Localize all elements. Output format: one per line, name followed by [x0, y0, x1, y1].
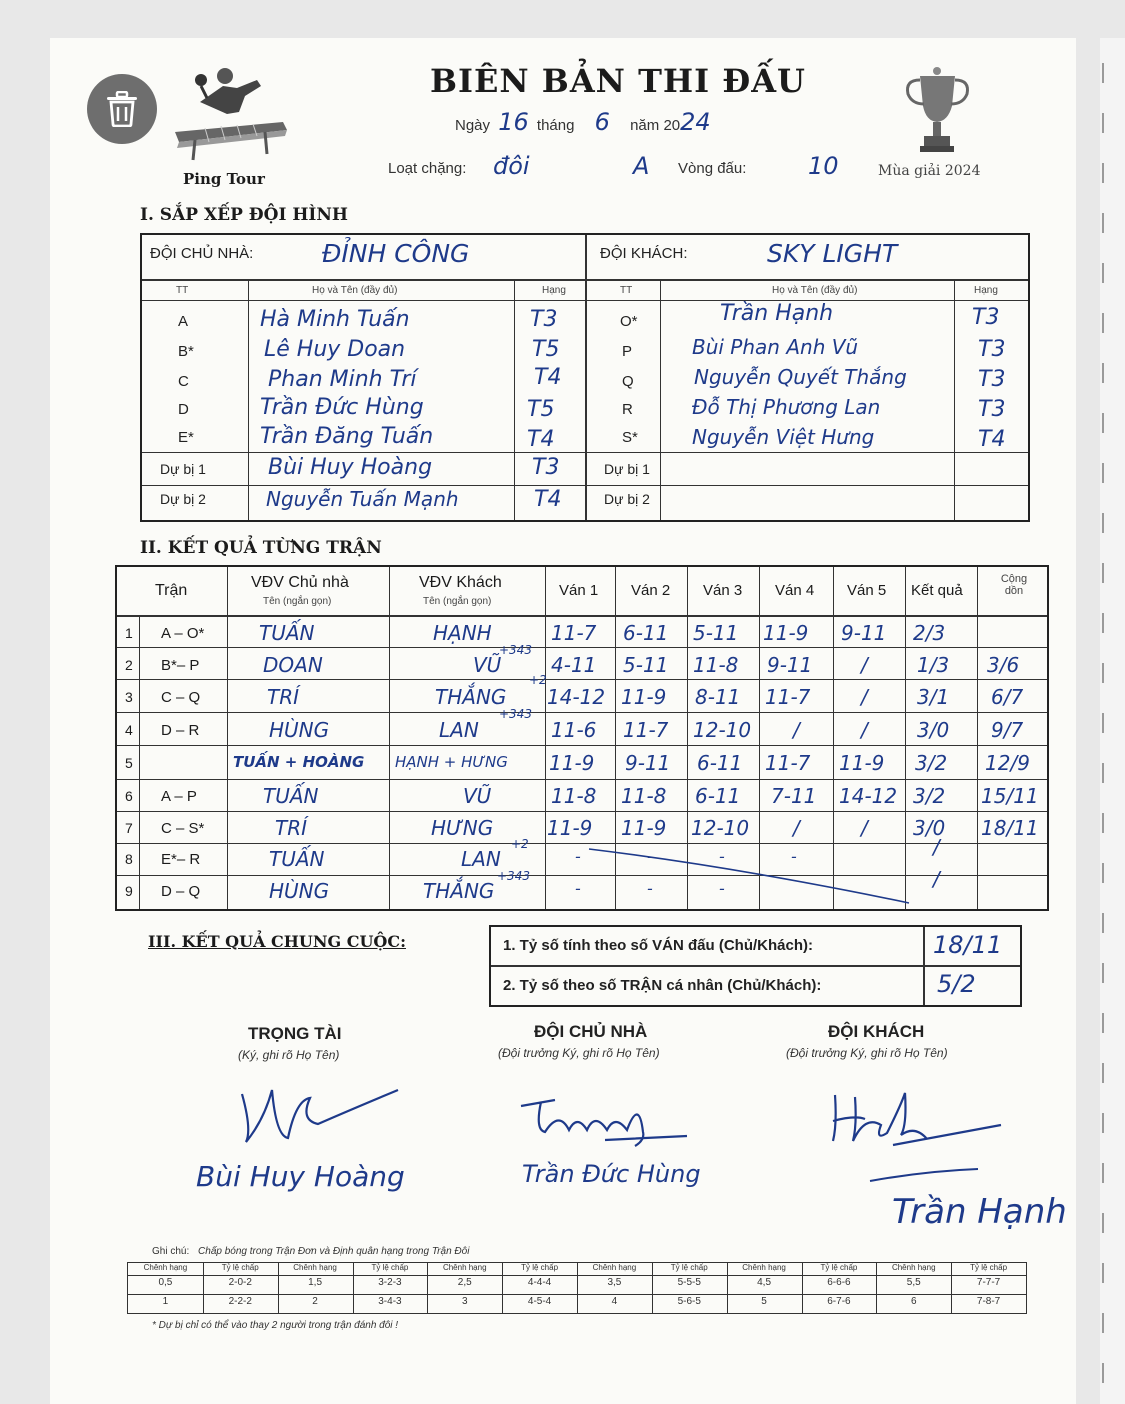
match-g1-1: 11-7 — [551, 621, 597, 645]
away-col-rank: Hạng — [974, 285, 998, 296]
match-no-2: 2 — [125, 657, 133, 673]
handicap-cell: 3-4-3 — [378, 1296, 402, 1307]
match-total-5: 12/9 — [985, 751, 1030, 775]
strike-line — [117, 567, 1047, 909]
match-g4-5: 11-7 — [765, 751, 811, 775]
home-player-a: Hà Minh Tuấn — [260, 307, 410, 332]
match-result-9: / — [933, 867, 940, 891]
match-result-3: 3/1 — [917, 685, 950, 709]
handicap-cell: 4-5-4 — [527, 1296, 552, 1307]
home-captain-signature — [515, 1090, 705, 1150]
handicap-cell: 0,5 — [158, 1277, 173, 1288]
match-g2-9: - — [647, 879, 653, 898]
away-rank-o: T3 — [972, 305, 1000, 330]
match-away-note-4: +343 — [499, 707, 532, 721]
handicap-cell: 1,5 — [308, 1277, 323, 1288]
series-group: A — [633, 152, 650, 180]
handicap-cell: 3-2-3 — [378, 1277, 402, 1288]
match-result-6: 3/2 — [913, 784, 946, 808]
home-captain-name: Trần Đức Hùng — [522, 1160, 701, 1188]
away-rank-s: T4 — [978, 427, 1006, 452]
col-total: Cộng dồn — [1000, 573, 1028, 597]
handicap-cell: Tỷ lệ chấp — [820, 1263, 858, 1272]
match-g4-6: 7-11 — [771, 784, 817, 808]
handicap-cell: 2 — [312, 1296, 318, 1307]
away-rank-q: T3 — [978, 367, 1006, 392]
away-tt-r: R — [622, 401, 633, 418]
home-col-tt: TT — [176, 285, 189, 296]
away-captain-signature — [825, 1085, 1005, 1155]
match-result-5: 3/2 — [915, 751, 948, 775]
match-result-8: / — [933, 835, 940, 859]
match-g5-7: / — [861, 816, 868, 840]
home-player-c: Phan Minh Trí — [268, 367, 417, 392]
scroll-edge — [1100, 38, 1125, 1404]
match-g5-3: / — [861, 685, 868, 709]
month-value: 6 — [594, 108, 610, 136]
match-g4-8: - — [791, 847, 797, 866]
match-g3-6: 6-11 — [695, 784, 741, 808]
match-pair-9: D – Q — [161, 883, 201, 900]
match-pair-3: C – Q — [161, 689, 201, 706]
match-g2-8: - — [647, 847, 653, 866]
handicap-cell: 4-4-4 — [527, 1277, 552, 1288]
match-away-4: LAN — [439, 718, 479, 742]
handicap-cell: 3,5 — [607, 1277, 622, 1288]
series-line — [388, 152, 848, 186]
handicap-cell: Tỷ lệ chấp — [221, 1263, 259, 1272]
match-result-4: 3/0 — [917, 718, 950, 742]
away-rank-r: T3 — [978, 397, 1006, 422]
final-result-table — [489, 925, 1022, 1007]
col-match: Trận — [155, 582, 188, 599]
match-no-9: 9 — [125, 883, 133, 899]
match-g1-4: 11-6 — [551, 718, 597, 742]
home-tt-b: B* — [178, 343, 194, 360]
col-game4: Ván 4 — [775, 582, 815, 599]
match-g3-5: 6-11 — [697, 751, 743, 775]
handicap-cell: Chênh hạng — [891, 1263, 936, 1272]
match-g1-3: 14-12 — [547, 685, 606, 709]
handicap-cell: Chênh hạng — [742, 1263, 786, 1272]
match-result-7: 3/0 — [913, 816, 946, 840]
away-player-o: Trần Hạnh — [720, 301, 834, 326]
handicap-cell: Tỷ lệ chấp — [521, 1263, 559, 1272]
col-away-sub: Tên (ngắn gọn) — [423, 596, 492, 607]
match-g4-7: / — [793, 816, 800, 840]
match-g1-9: - — [575, 879, 581, 898]
match-no-4: 4 — [125, 722, 133, 738]
away-tt-s: S* — [622, 429, 638, 446]
away-player-p: Bùi Phan Anh Vũ — [692, 335, 859, 359]
away-player-q: Nguyễn Quyết Thắng — [694, 365, 907, 389]
home-rank-sub2: T4 — [534, 487, 562, 512]
match-home-6: TUẤN — [263, 784, 319, 808]
away-team-name: SKY LIGHT — [767, 239, 898, 268]
season-label: Mùa giải 2024 — [878, 163, 981, 179]
match-no-1: 1 — [125, 625, 133, 641]
match-result-1: 2/3 — [913, 621, 946, 645]
match-pair-6: A – P — [161, 788, 197, 805]
final-matches-label: 2. Tỷ số theo số TRẬN cá nhân (Chủ/Khách): — [503, 977, 822, 994]
away-tt-sub2: Dự bị 2 — [604, 491, 650, 507]
match-away-6: VŨ — [463, 784, 492, 808]
match-results-table — [115, 565, 1049, 911]
handicap-cell: Chênh hạng — [442, 1263, 487, 1272]
away-tt-o: O* — [620, 313, 638, 330]
home-captain-title: ĐỘI CHỦ NHÀ — [534, 1022, 648, 1041]
home-tt-a: A — [178, 313, 189, 330]
match-home-9: HÙNG — [269, 879, 330, 903]
series-label: Loạt chặng: — [388, 160, 467, 177]
away-captain-name: Trần Hạnh — [892, 1192, 1067, 1232]
match-g4-3: 11-7 — [765, 685, 811, 709]
col-game2: Ván 2 — [631, 582, 671, 599]
home-col-name: Họ và Tên (đầy đủ) — [312, 285, 398, 296]
away-tt-sub1: Dự bị 1 — [604, 461, 650, 477]
match-no-3: 3 — [125, 689, 133, 705]
match-total-6: 15/11 — [981, 784, 1039, 808]
home-tt-d: D — [178, 401, 189, 418]
home-team-name: ĐỈNH CÔNG — [322, 239, 470, 268]
col-result: Kết quả — [911, 582, 963, 599]
away-tt-p: P — [622, 343, 633, 360]
match-g2-6: 11-8 — [621, 784, 667, 808]
col-game1: Ván 1 — [559, 582, 599, 599]
handicap-cell: 1 — [162, 1296, 169, 1307]
handicap-cell: 5,5 — [906, 1277, 921, 1288]
month-label: tháng — [536, 117, 575, 134]
handicap-note — [152, 1246, 469, 1257]
match-g2-2: 5-11 — [623, 653, 669, 677]
home-team-label: ĐỘI CHỦ NHÀ: — [150, 245, 254, 262]
referee-sub: (Ký, ghi rõ Họ Tên) — [238, 1048, 340, 1062]
handicap-cell: 5-5-5 — [677, 1277, 701, 1288]
col-game3: Ván 3 — [703, 582, 743, 599]
handicap-table — [127, 1262, 1027, 1314]
handicap-cell: 3 — [461, 1296, 468, 1307]
match-home-8: TUẤN — [269, 847, 325, 871]
trophy-icon — [900, 66, 975, 158]
away-tt-q: Q — [622, 373, 634, 390]
handicap-cell: 5-6-5 — [677, 1296, 701, 1307]
match-away-8: LAN — [461, 847, 501, 871]
series-value: đôi — [493, 152, 530, 180]
match-pair-2: B*– P — [161, 657, 200, 674]
home-rank-sub1: T3 — [532, 455, 560, 480]
away-captain-underline — [866, 1165, 986, 1185]
match-g2-1: 6-11 — [623, 621, 669, 645]
match-no-8: 8 — [125, 851, 133, 867]
ping-tour-logo — [165, 62, 290, 162]
match-g5-6: 14-12 — [839, 784, 898, 808]
home-tt-sub2: Dự bị 2 — [160, 491, 206, 507]
handicap-cell: 6-7-6 — [827, 1296, 851, 1307]
match-g2-5: 9-11 — [625, 751, 671, 775]
delete-button[interactable] — [87, 74, 157, 144]
handicap-cell: 2,5 — [457, 1277, 472, 1288]
year-label: năm 20 — [630, 117, 681, 134]
handicap-cell: 4 — [611, 1296, 618, 1307]
col-home-sub: Tên (ngắn gọn) — [263, 596, 332, 607]
handicap-cell: Chênh hạng — [592, 1263, 637, 1272]
match-away-note-3: +2 — [529, 673, 547, 687]
home-rank-c: T4 — [534, 365, 562, 390]
match-home-1: TUẤN — [259, 621, 315, 645]
handicap-cell: 2-2-2 — [228, 1296, 252, 1307]
section3-title: III. KẾT QUẢ CHUNG CUỘC: — [148, 932, 406, 951]
match-pair-7: C – S* — [161, 820, 205, 837]
match-g1-6: 11-8 — [551, 784, 597, 808]
match-home-2: DOAN — [263, 653, 323, 677]
match-g5-2: / — [861, 653, 868, 677]
handicap-cell: 6-6-6 — [827, 1277, 851, 1288]
date-line — [455, 108, 711, 136]
match-no-5: 5 — [125, 755, 133, 771]
match-total-4: 9/7 — [991, 718, 1024, 742]
away-player-s: Nguyễn Việt Hưng — [692, 425, 875, 449]
final-sets-label: 1. Tỷ số tính theo số VÁN đấu (Chủ/Khách): — [503, 937, 814, 954]
handicap-cell: 7-8-7 — [976, 1296, 1001, 1307]
match-away-9: THẮNG — [423, 879, 495, 903]
home-tt-sub1: Dự bị 1 — [160, 461, 206, 477]
round-label: Vòng đấu: — [678, 160, 747, 177]
handicap-cell: Tỷ lệ chấp — [371, 1263, 409, 1272]
match-total-3: 6/7 — [991, 685, 1024, 709]
referee-name: Bùi Huy Hoàng — [196, 1160, 405, 1193]
match-away-note-9: +343 — [497, 869, 530, 883]
home-rank-e: T4 — [527, 427, 555, 452]
home-rank-b: T5 — [532, 337, 560, 362]
handicap-note-text: Chấp bóng trong Trận Đơn và Định quân hạng trong Trận Đôi — [198, 1246, 470, 1257]
match-g5-1: 9-11 — [841, 621, 887, 645]
match-g3-7: 12-10 — [691, 816, 750, 840]
section1-title: I. SẮP XẾP ĐỘI HÌNH — [140, 205, 348, 225]
away-team-label: ĐỘI KHÁCH: — [600, 245, 688, 262]
match-g4-2: 9-11 — [767, 653, 813, 677]
year-value: 24 — [680, 108, 711, 136]
home-col-rank: Hạng — [542, 285, 566, 296]
footnote: * Dự bị chỉ có thể vào thay 2 người trong trận đánh đôi ! — [152, 1320, 399, 1331]
handicap-cell: 6 — [910, 1296, 917, 1307]
away-rank-p: T3 — [978, 337, 1006, 362]
match-g5-4: / — [861, 718, 868, 742]
away-captain-sub: (Đội trưởng Ký, ghi rõ Họ Tên) — [786, 1046, 948, 1060]
referee-title: TRỌNG TÀI — [248, 1024, 342, 1043]
round-value: 10 — [808, 152, 839, 180]
match-home-4: HÙNG — [269, 718, 330, 742]
final-sets-value: 18/11 — [933, 931, 1003, 959]
match-away-2: VŨ — [473, 653, 502, 677]
page-title: BIÊN BẢN THI ĐẤU — [430, 62, 806, 100]
match-away-3: THẮNG — [435, 685, 507, 709]
away-col-tt: TT — [620, 285, 633, 296]
away-player-r: Đỗ Thị Phương Lan — [692, 395, 881, 419]
col-home: VĐV Chủ nhà — [251, 574, 349, 591]
match-g1-2: 4-11 — [551, 653, 597, 677]
handicap-cell: Tỷ lệ chấp — [970, 1263, 1008, 1272]
match-g2-3: 11-9 — [621, 685, 667, 709]
referee-signature — [230, 1080, 430, 1150]
match-pair-8: E*– R — [161, 851, 201, 868]
match-g3-3: 8-11 — [695, 685, 741, 709]
match-g3-4: 12-10 — [693, 718, 752, 742]
match-g1-5: 11-9 — [549, 751, 595, 775]
match-away-5: HẠNH + HƯNG — [395, 753, 508, 771]
match-no-7: 7 — [125, 820, 133, 836]
day-label: Ngày — [455, 117, 491, 134]
match-g2-7: 11-9 — [621, 816, 667, 840]
col-away: VĐV Khách — [419, 574, 502, 591]
handicap-cell: Tỷ lệ chấp — [670, 1263, 708, 1272]
match-home-7: TRÍ — [275, 816, 308, 840]
section2-title: II. KẾT QUẢ TỪNG TRẬN — [140, 538, 382, 558]
away-captain-title: ĐỘI KHÁCH — [828, 1022, 925, 1041]
logo-text: Ping Tour — [183, 170, 265, 188]
handicap-cell: 2-0-2 — [228, 1277, 252, 1288]
match-g4-4: / — [793, 718, 800, 742]
match-away-1: HẠNH — [433, 621, 492, 645]
handicap-cell: Chênh hạng — [143, 1263, 188, 1272]
final-matches-value: 5/2 — [937, 970, 976, 998]
match-g3-9: - — [719, 879, 725, 898]
trash-icon — [105, 91, 139, 127]
match-g1-7: 11-9 — [547, 816, 593, 840]
handicap-cell: 4,5 — [757, 1277, 772, 1288]
day-value: 16 — [498, 108, 529, 136]
home-tt-c: C — [178, 373, 189, 390]
home-player-e: Trần Đăng Tuấn — [260, 424, 434, 449]
match-pair-1: A – O* — [161, 625, 205, 642]
home-captain-sub: (Đội trưởng Ký, ghi rõ Họ Tên) — [498, 1046, 660, 1060]
home-player-d: Trần Đức Hùng — [260, 395, 424, 420]
match-g3-8: - — [719, 847, 725, 866]
handicap-note-label: Ghi chú: — [152, 1246, 190, 1257]
home-rank-d: T5 — [527, 397, 555, 422]
match-no-6: 6 — [125, 788, 133, 804]
home-player-sub1: Bùi Huy Hoàng — [268, 455, 433, 480]
match-home-5: TUẤN + HOÀNG — [233, 753, 365, 771]
away-col-name: Họ và Tên (đầy đủ) — [772, 285, 858, 296]
match-total-7: 18/11 — [981, 816, 1039, 840]
lineup-table — [140, 233, 1030, 522]
match-away-note-2: +343 — [499, 643, 532, 657]
match-total-2: 3/6 — [987, 653, 1020, 677]
match-g4-1: 11-9 — [763, 621, 809, 645]
home-player-sub2: Nguyễn Tuấn Mạnh — [266, 487, 459, 511]
match-pair-4: D – R — [161, 722, 200, 739]
handicap-cell: Chênh hạng — [293, 1263, 337, 1272]
handicap-cell: 7-7-7 — [976, 1277, 1001, 1288]
match-away-note-8: +2 — [511, 837, 529, 851]
match-g1-8: - — [575, 847, 581, 866]
match-g5-5: 11-9 — [839, 751, 885, 775]
home-player-b: Lê Huy Doan — [264, 337, 406, 362]
match-g3-1: 5-11 — [693, 621, 739, 645]
match-away-7: HƯNG — [431, 816, 494, 840]
match-result-2: 1/3 — [917, 653, 950, 677]
match-g2-4: 11-7 — [623, 718, 669, 742]
match-g3-2: 11-8 — [693, 653, 739, 677]
home-tt-e: E* — [178, 429, 194, 446]
home-rank-a: T3 — [530, 307, 558, 332]
col-game5: Ván 5 — [847, 582, 887, 599]
match-home-3: TRÍ — [267, 685, 300, 709]
handicap-cell: 5 — [761, 1296, 767, 1307]
